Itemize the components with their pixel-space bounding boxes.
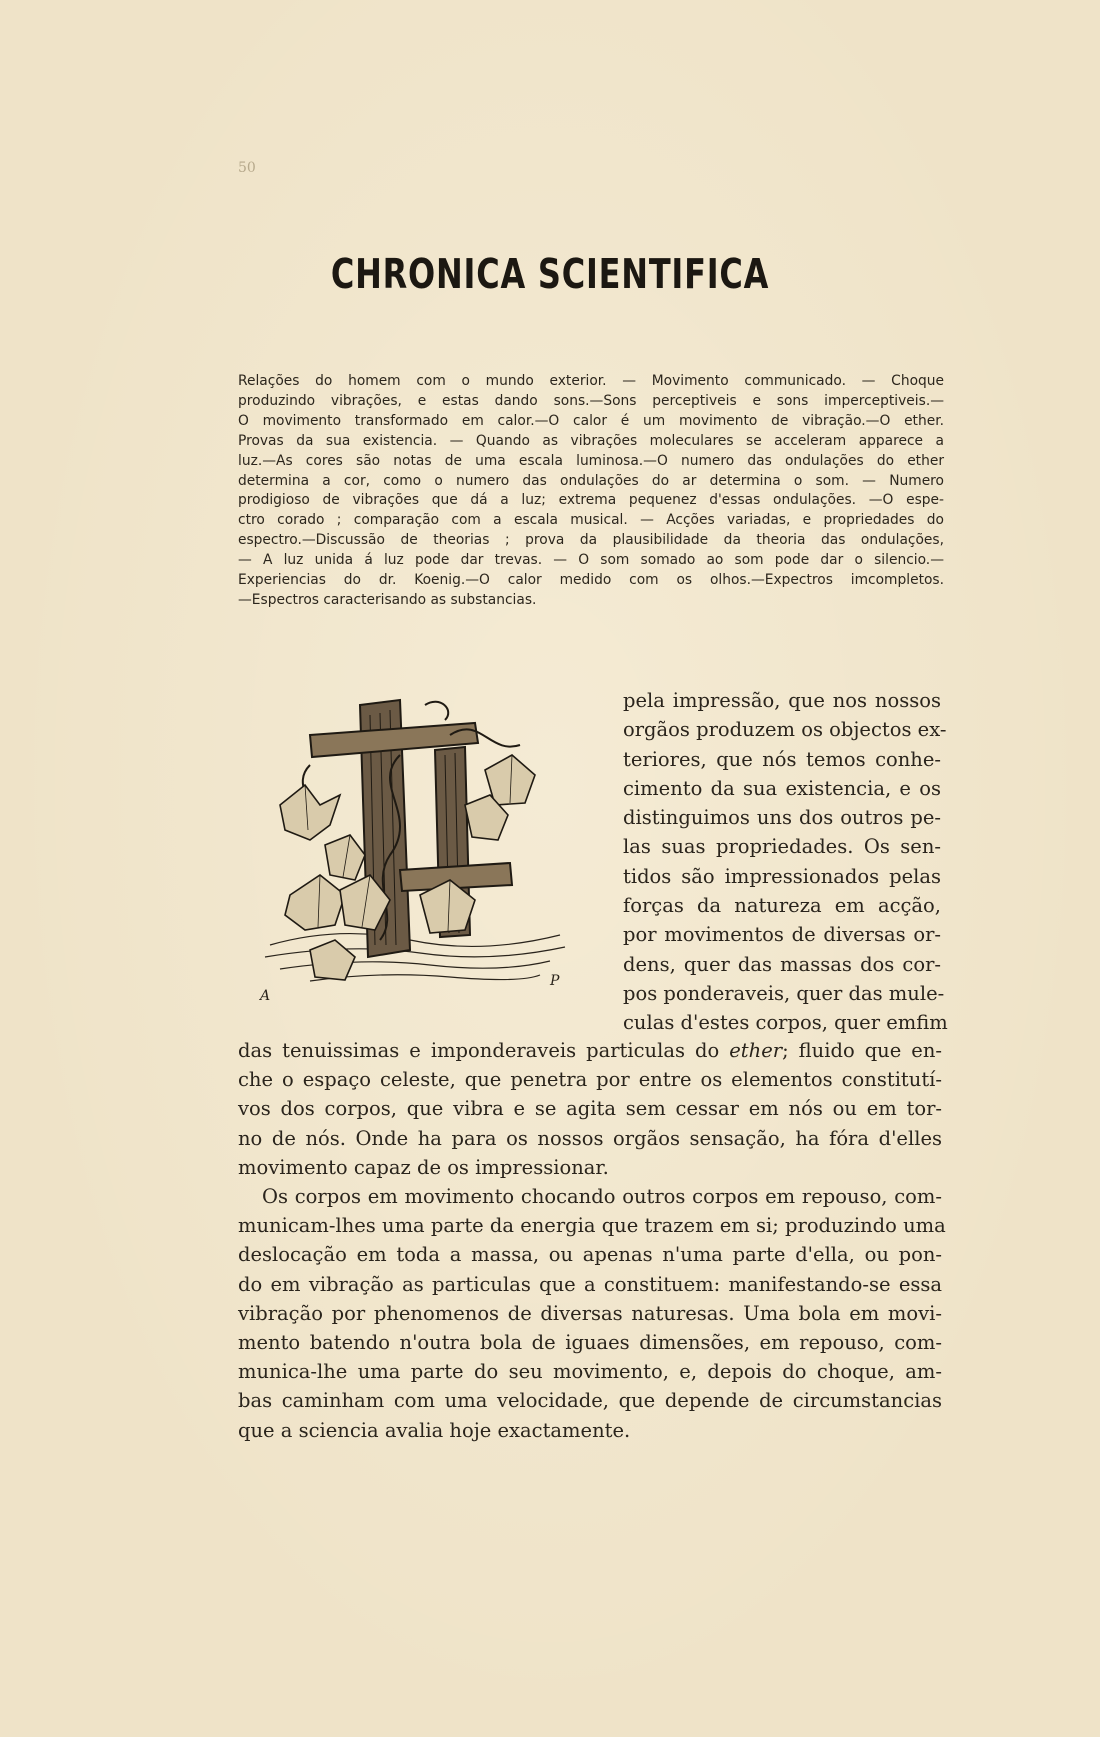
text-line: cimento da sua existencia, e os: [623, 776, 941, 800]
summary-line: ctro corado ; comparação com a escala musical. — Acções variadas, e propriedades do: [238, 512, 944, 529]
summary-line: espectro.—Discussão de theorias ; prova da plausibilidade da theoria das ondulações,: [238, 532, 944, 549]
text-line: deslocação em toda a massa, ou apenas n'uma parte d'ella, ou pon-: [238, 1243, 942, 1267]
body-text: [238, 1036, 946, 1445]
text-line: teriores, que nós temos conhe-: [623, 747, 941, 771]
text-line: Os corpos em movimento chocando outros corpos em repouso, com-: [262, 1185, 942, 1209]
text-line: vibração por phenomenos de diversas naturesas. Uma bola em movi-: [238, 1301, 942, 1325]
text-line: forças da natureza em acção,: [623, 894, 941, 918]
summary-line: Experiencias do dr. Koenig.—O calor medido com os olhos.—Expectros imcompletos.: [238, 572, 944, 589]
summary-line: determina a cor, como o numero das ondulações do ar determina o som. — Numero: [238, 472, 944, 489]
chapter-summary: [238, 372, 944, 611]
summary-line: produzindo vibrações, e estas dando sons.—Sons perceptiveis e sons imperceptiveis.—: [238, 392, 944, 409]
text-line: munica-lhe uma parte do seu movimento, e, depois do choque, am-: [238, 1360, 942, 1384]
text-line: bas caminham com uma velocidade, que depende de circumstancias: [238, 1389, 942, 1413]
text-line: orgãos produzem os objectos ex-: [623, 718, 947, 742]
engraver-initial-left: A: [260, 988, 271, 1004]
text-line: dens, quer das massas dos cor-: [623, 952, 941, 976]
page-title: CHRONICA SCIENTIFICA: [330, 250, 770, 298]
text-line: vos dos corpos, que vibra e se agita sem cessar em nós ou em tor-: [238, 1097, 942, 1121]
text-line: pela impressão, que nos nossos: [623, 689, 941, 712]
woodcut-illustration: [250, 695, 580, 1010]
text-line: [238, 1036, 942, 1065]
vine-post-engraving: [250, 695, 580, 1010]
text-line: que a sciencia avalia hoje exactamente.: [238, 1418, 631, 1442]
text-line: culas d'estes corpos, quer emfim: [623, 1011, 948, 1035]
text-line: che o espaço celeste, que penetra por entre os elementos constitutí-: [238, 1068, 942, 1092]
ether-term: ether: [729, 1039, 783, 1062]
text-segment: das tenuissimas e imponderaveis particulas do: [238, 1039, 730, 1062]
page-number: 50: [238, 160, 256, 176]
summary-line: —Espectros caracterisando as substancias.: [238, 591, 537, 608]
text-line: municam-lhes uma parte da energia que trazem em si; produzindo uma: [238, 1214, 946, 1238]
text-line: distinguimos uns dos outros pe-: [623, 806, 941, 830]
text-beside-figure: [623, 686, 948, 1038]
text-line: mento batendo n'outra bola de iguaes dimensões, em repouso, com-: [238, 1331, 942, 1355]
summary-line: — A luz unida á luz pode dar trevas. — O som somado ao som pode dar o silencio.—: [238, 552, 944, 569]
text-line: por movimentos de diversas or-: [623, 923, 941, 947]
text-segment: ; fluido que en-: [782, 1039, 942, 1062]
text-line: tidos são impressionados pelas: [623, 864, 941, 888]
text-line: do em vibração as particulas que a constituem: manifestando-se essa: [238, 1272, 942, 1296]
summary-line: prodigioso de vibrações que dá a luz; extrema pequenez d'essas ondulações. —O espe-: [238, 492, 944, 509]
text-line: pos ponderaveis, quer das mule-: [623, 981, 945, 1005]
summary-line: Provas da sua existencia. — Quando as vibrações moleculares se acceleram apparece a: [238, 432, 944, 449]
summary-line: O movimento transformado em calor.—O calor é um movimento de vibração.—O ether.: [238, 412, 944, 429]
text-line: no de nós. Onde ha para os nossos orgãos sensação, ha fóra d'elles: [238, 1126, 942, 1150]
text-line: movimento capaz de os impressionar.: [238, 1155, 609, 1179]
engraver-initial-right: P: [550, 973, 560, 989]
text-line: las suas propriedades. Os sen-: [623, 835, 941, 859]
summary-line: Relações do homem com o mundo exterior. — Movimento communicado. — Choque: [238, 373, 944, 389]
summary-line: luz.—As cores são notas de uma escala luminosa.—O numero das ondulações do ether: [238, 452, 944, 469]
